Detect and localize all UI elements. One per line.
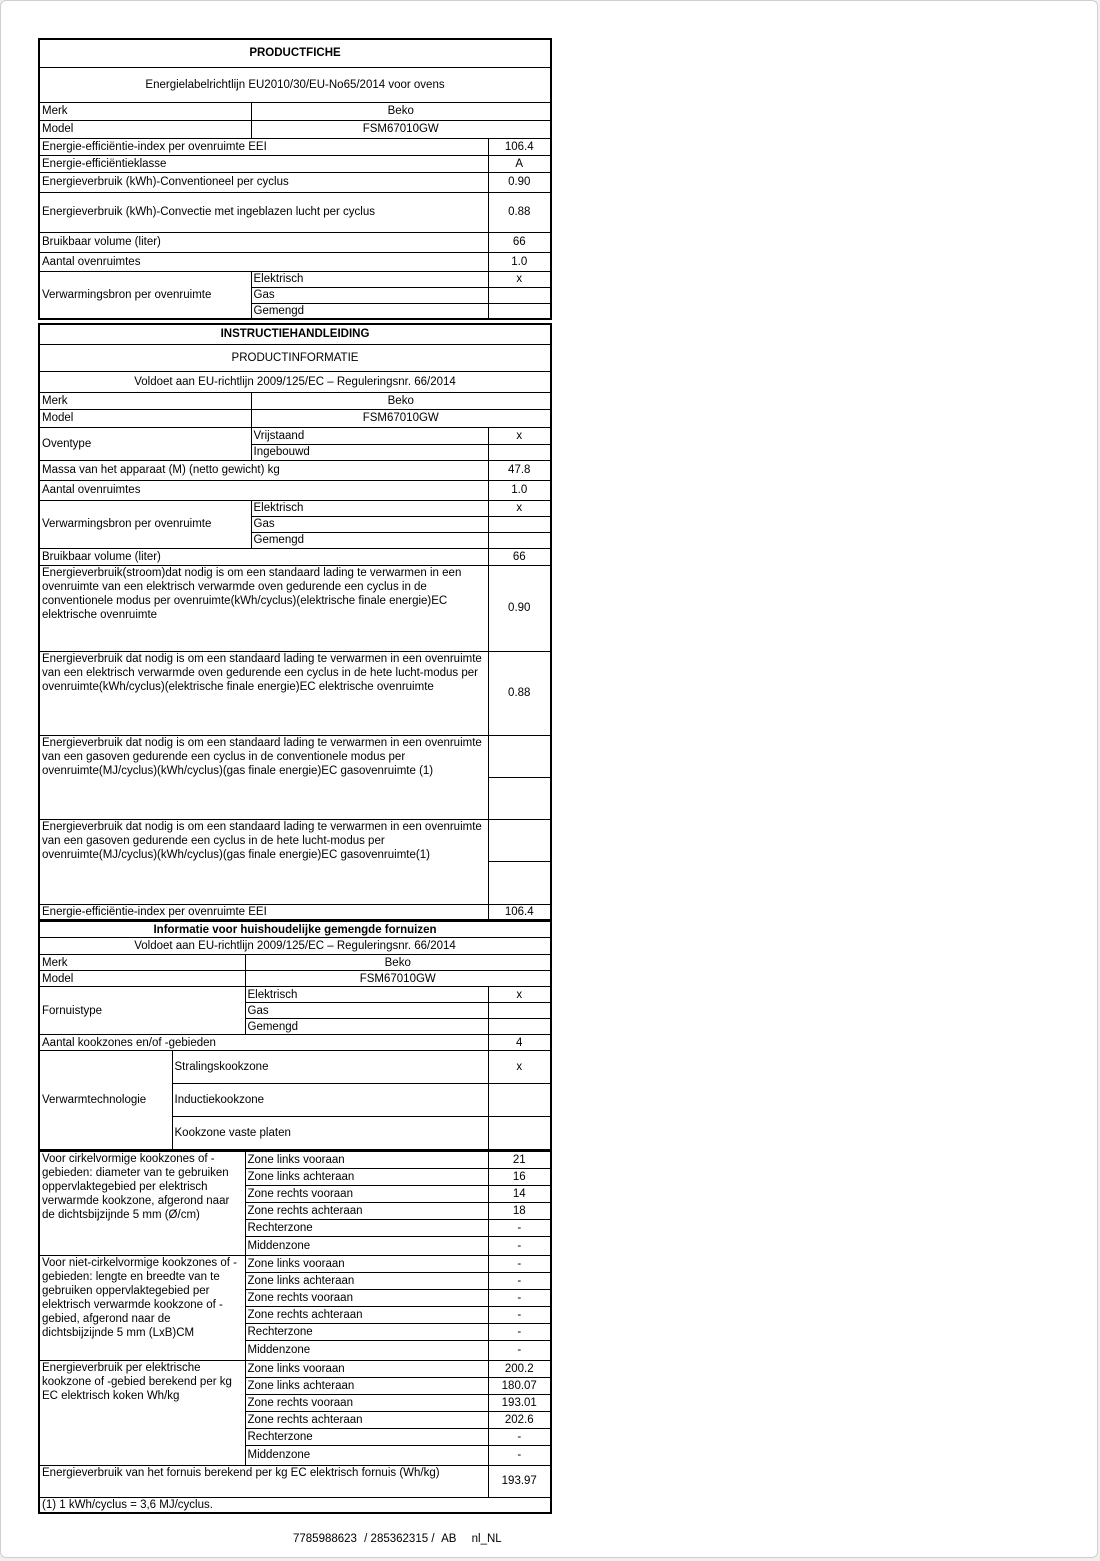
fo-nietcirkel-zone: Zone links vooraan (245, 1255, 488, 1272)
in-ec-hot-gas-label: Energieverbruik dat nodig is om een standaard lading te verwarmen in een ovenruimte van een gasoven gedurende een cyclus in de hete lucht-modus per ovenruimte(MJ/cyclus)(kWh/cyclus)(gas finale energie)EC gasovenruimte(1) (39, 819, 488, 904)
pf-volume-label: Bruikbaar volume (liter) (39, 232, 488, 252)
footer-code-3: AB (441, 1533, 457, 1545)
fo-nietcirkel-zone: Rechterzone (245, 1323, 488, 1340)
in-merk-label: Merk (39, 392, 251, 409)
fo-energiezone-value: 193.01 (488, 1394, 551, 1411)
pf-eei-label: Energie-efficiëntie-index per ovenruimte EEI (39, 138, 488, 155)
pf-eei-value: 106.4 (488, 138, 551, 155)
fo-cirkel-zone: Zone links vooraan (245, 1151, 488, 1168)
in-ec-conv-gas-value-2 (488, 777, 551, 819)
in-massa-value: 47.8 (488, 460, 551, 480)
in-heatsource-option: Gemengd (251, 532, 488, 548)
in-heatsource-value (488, 516, 551, 532)
pf-volume-value: 66 (488, 232, 551, 252)
fo-model-label: Model (39, 971, 245, 987)
pf-model-label: Model (39, 120, 251, 138)
fo-cirkel-zone: Zone rechts vooraan (245, 1185, 488, 1202)
document (38, 38, 552, 1514)
in-ec-hot-gas-value-2 (488, 861, 551, 904)
in-merk-value: Beko (251, 392, 551, 409)
pf-conv-label: Energieverbruik (kWh)-Conventioneel per cyclus (39, 172, 488, 192)
fo-nietcirkel-zone: Middenzone (245, 1340, 488, 1360)
in-ec-hot-gas-value-1 (488, 819, 551, 861)
fo-energiezone-value: - (488, 1428, 551, 1445)
pf-merk-value: Beko (251, 102, 551, 120)
pf-heatsource-option: Elektrisch (251, 271, 488, 287)
fo-fornuistype-value (488, 1019, 551, 1035)
pf-heatsource-value (488, 287, 551, 303)
fo-verwarm-value (488, 1117, 551, 1150)
fo-cirkel-value: 16 (488, 1168, 551, 1185)
fo-verwarm-option: Kookzone vaste platen (172, 1117, 488, 1150)
in-volume-value: 66 (488, 548, 551, 565)
instructie-table (38, 323, 552, 921)
fo-cirkel-value: 21 (488, 1151, 551, 1168)
fo-verwarm-option: Inductiekookzone (172, 1084, 488, 1117)
fo-cirkel-zone: Rechterzone (245, 1219, 488, 1236)
fo-cirkel-zone: Middenzone (245, 1236, 488, 1255)
fo-energiefornuis-label: Energieverbruik van het fornuis berekend per kg EC elektrisch fornuis (Wh/kg) (39, 1465, 488, 1497)
fornuizen-table (38, 921, 552, 1151)
pf-convectie-label: Energieverbruik (kWh)-Convectie met ingeblazen lucht per cyclus (39, 192, 488, 232)
in-ec-conv-el-label: Energieverbruik(stroom)dat nodig is om een standaard lading te verwarmen in een ovenruimte van een elektrisch verwarmde oven gedurende een cyclus in de conventionele modus per ovenruimte(kWh/cyclus)(elektrische finale energie)EC elektrische ovenruimte (39, 565, 488, 651)
fo-nietcirkel-value: - (488, 1255, 551, 1272)
footer-code-1: 7785988623 (293, 1533, 357, 1545)
in-aantal-value: 1.0 (488, 480, 551, 500)
fo-nietcirkel-value: - (488, 1340, 551, 1360)
fo-cirkel-label: Voor cirkelvormige kookzones of -gebieden: diameter van te gebruiken oppervlaktegebied per elektrisch verwarmde kookzone, afgerond naar de dichtsbijzijnde 5 mm (Ø/cm) (39, 1151, 245, 1255)
fo-nietcirkel-value: - (488, 1323, 551, 1340)
in-heatsource-value: x (488, 500, 551, 516)
fo-nietcirkel-value: - (488, 1306, 551, 1323)
pf-conv-value: 0.90 (488, 172, 551, 192)
fo-cirkel-value: - (488, 1236, 551, 1255)
fo-nietcirkel-label: Voor niet-cirkelvormige kookzones of -gebieden: lengte en breedte van te gebruiken oppervlaktegebied per elektrisch verwarmde kookzone of -gebied, afgerond naar de dichtsbijzijnde 5 mm (LxB)CM (39, 1255, 245, 1360)
in-ec-conv-gas-value-1 (488, 735, 551, 777)
pf-heatsource-value (488, 303, 551, 319)
fo-nietcirkel-zone: Zone links achteraan (245, 1272, 488, 1289)
fo-energiezone-value: 200.2 (488, 1360, 551, 1377)
in-oventype-value: x (488, 427, 551, 444)
in-oventype-option: Vrijstaand (251, 427, 488, 444)
fo-nietcirkel-value: - (488, 1289, 551, 1306)
pf-aantal-value: 1.0 (488, 252, 551, 271)
in-ec-conv-gas-label: Energieverbruik dat nodig is om een standaard lading te verwarmen in een ovenruimte van een gasoven gedurende een cyclus in de conventionele modus per ovenruimte(MJ/cyclus)(kWh/cyclus)(gas finale energie)EC gasovenruimte (1) (39, 735, 488, 819)
instructie-title: INSTRUCTIEHANDLEIDING (39, 324, 551, 344)
fo-cirkel-value: 14 (488, 1185, 551, 1202)
fo-energiezone-zone: Zone rechts achteraan (245, 1411, 488, 1428)
fo-fornuistype-value (488, 1003, 551, 1019)
productfiche-subtitle: Energielabelrichtlijn EU2010/30/EU-No65/2014 voor ovens (39, 67, 551, 102)
pf-heatsource-value: x (488, 271, 551, 287)
in-heatsource-option: Elektrisch (251, 500, 488, 516)
fo-energiezone-zone: Middenzone (245, 1445, 488, 1465)
fo-merk-label: Merk (39, 955, 245, 971)
fo-kookzones-label: Aantal kookzones en/of -gebieden (39, 1035, 488, 1051)
fo-fornuistype-option: Elektrisch (245, 987, 488, 1003)
pf-heatsource-option: Gemengd (251, 303, 488, 319)
in-heatsource-option: Gas (251, 516, 488, 532)
fo-verwarm-option: Stralingskookzone (172, 1051, 488, 1084)
in-eei-value: 106.4 (488, 904, 551, 920)
in-ec-hot-el-label: Energieverbruik dat nodig is om een standaard lading te verwarmen in een ovenruimte van een elektrisch verwarmde oven gedurende een cyclus in de hete lucht-modus per ovenruimte(kWh/cyclus)(elektrische finale energie)EC elektrische ovenruimte (39, 651, 488, 735)
fo-nietcirkel-zone: Zone rechts achteraan (245, 1306, 488, 1323)
pf-merk-label: Merk (39, 102, 251, 120)
fo-nietcirkel-value: - (488, 1272, 551, 1289)
fo-fornuistype-option: Gas (245, 1003, 488, 1019)
in-eei-label: Energie-efficiëntie-index per ovenruimte EEI (39, 904, 488, 920)
in-heatsource-value (488, 532, 551, 548)
fo-energiezone-zone: Zone links vooraan (245, 1360, 488, 1377)
fo-energiezone-value: 180.07 (488, 1377, 551, 1394)
fo-merk-value: Beko (245, 955, 551, 971)
in-oventype-label: Oventype (39, 427, 251, 460)
pf-aantal-label: Aantal ovenruimtes (39, 252, 488, 271)
fo-energiezone-zone: Zone rechts vooraan (245, 1394, 488, 1411)
fo-cirkel-zone: Zone links achteraan (245, 1168, 488, 1185)
fo-energiezone-label: Energieverbruik per elektrische kookzone of -gebied berekend per kg EC elektrisch koken Wh/kg (39, 1360, 245, 1465)
fo-verwarm-label: Verwarmtechnologie (39, 1051, 172, 1150)
zones-table (38, 1151, 552, 1515)
fo-cirkel-value: - (488, 1219, 551, 1236)
footer-code-2: / 285362315 / (364, 1533, 435, 1545)
footer (293, 1533, 506, 1545)
in-oventype-option: Ingebouwd (251, 444, 488, 460)
fo-note: (1) 1 kWh/cyclus = 3,6 MJ/cyclus. (39, 1497, 551, 1513)
instructie-subtitle: PRODUCTINFORMATIE (39, 344, 551, 371)
fo-fornuistype-value: x (488, 987, 551, 1003)
in-volume-label: Bruikbaar volume (liter) (39, 548, 488, 565)
fo-energiezone-value: 202.6 (488, 1411, 551, 1428)
fo-fornuistype-label: Fornuistype (39, 987, 245, 1035)
in-aantal-label: Aantal ovenruimtes (39, 480, 488, 500)
fo-energiezone-value: - (488, 1445, 551, 1465)
pf-heatsource-option: Gas (251, 287, 488, 303)
fo-verwarm-value: x (488, 1051, 551, 1084)
in-oventype-value (488, 444, 551, 460)
in-massa-label: Massa van het apparaat (M) (netto gewicht) kg (39, 460, 488, 480)
fornuizen-title: Informatie voor huishoudelijke gemengde fornuizen (39, 922, 551, 938)
in-heatsource-label: Verwarmingsbron per ovenruimte (39, 500, 251, 548)
pf-convectie-value: 0.88 (488, 192, 551, 232)
fo-energiezone-zone: Zone links achteraan (245, 1377, 488, 1394)
fo-energiefornuis-value: 193.97 (488, 1465, 551, 1497)
productfiche-table (38, 38, 552, 320)
in-model-value: FSM67010GW (251, 409, 551, 427)
pf-heatsource-label: Verwarmingsbron per ovenruimte (39, 271, 251, 319)
in-ec-conv-el-value: 0.90 (488, 565, 551, 651)
productfiche-title: PRODUCTFICHE (39, 39, 551, 67)
pf-model-value: FSM67010GW (251, 120, 551, 138)
fo-model-value: FSM67010GW (245, 971, 551, 987)
fo-fornuistype-option: Gemengd (245, 1019, 488, 1035)
in-ec-hot-el-value: 0.88 (488, 651, 551, 735)
fo-nietcirkel-zone: Zone rechts vooraan (245, 1289, 488, 1306)
fo-cirkel-zone: Zone rechts achteraan (245, 1202, 488, 1219)
footer-lang: nl_NL (471, 1533, 502, 1545)
in-model-label: Model (39, 409, 251, 427)
fo-cirkel-value: 18 (488, 1202, 551, 1219)
pf-klasse-value: A (488, 155, 551, 172)
fornuizen-directive: Voldoet aan EU-richtlijn 2009/125/EC – Reguleringsnr. 66/2014 (39, 938, 551, 955)
pf-klasse-label: Energie-efficiëntieklasse (39, 155, 488, 172)
fo-kookzones-value: 4 (488, 1035, 551, 1051)
fo-energiezone-zone: Rechterzone (245, 1428, 488, 1445)
fo-verwarm-value (488, 1084, 551, 1117)
instructie-directive: Voldoet aan EU-richtlijn 2009/125/EC – Reguleringsnr. 66/2014 (39, 371, 551, 392)
